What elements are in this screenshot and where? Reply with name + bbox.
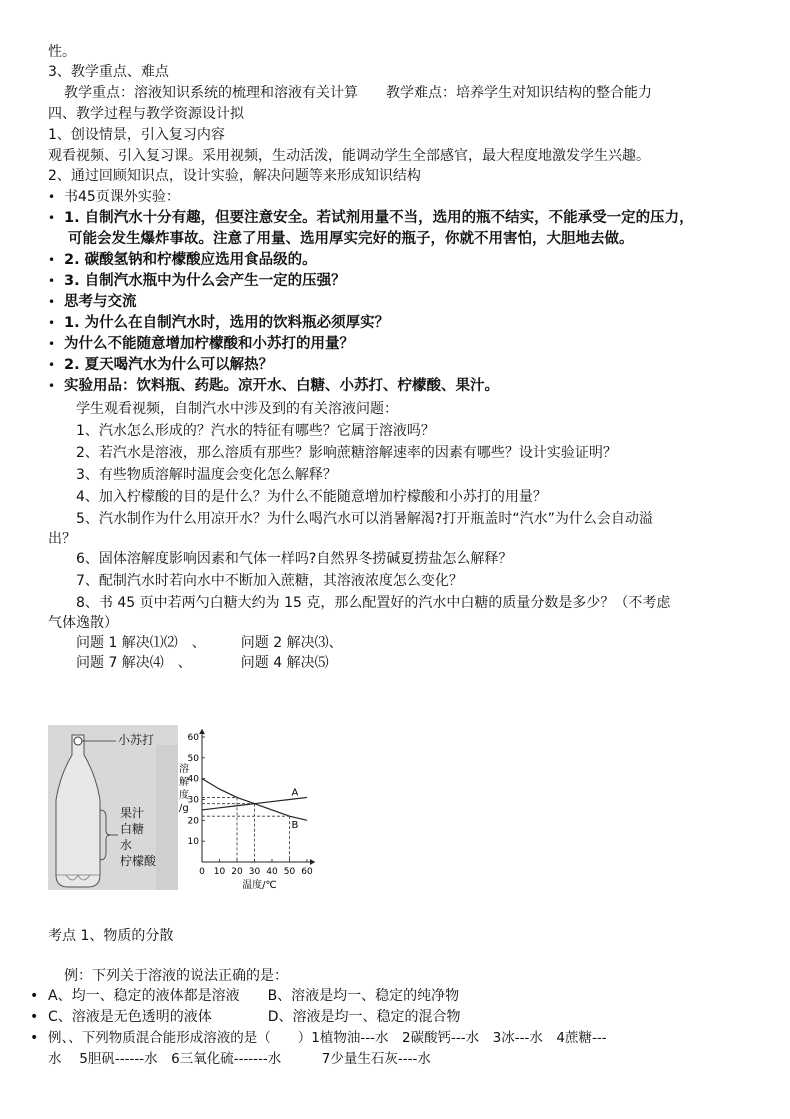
question-line: 气体逸散） [48, 615, 118, 631]
section-heading: 3、教学重点、难点 [48, 64, 169, 80]
question-line: 3、有些物质溶解时温度会变化怎么解释？ [76, 467, 337, 483]
text-line: 问题 7 解决⑷ 、 问题 4 解决⑸ [76, 655, 329, 671]
x-tick-label: 0 [199, 867, 205, 877]
section-heading: 四、教学过程与教学资源设计拟 [48, 106, 244, 122]
question-line: 8、书 45 页中若两勺白糖大约为 15 克，那么配置好的汽水中白糖的质量分数是多少？（不考虑 [76, 595, 671, 611]
y-axis-label: /g [179, 803, 189, 814]
x-axis-label: 温度/℃ [242, 880, 277, 891]
x-axis-arrow [310, 859, 315, 865]
bullet-text: 2. 碳酸氢钠和柠檬酸应选用食品级的。 [64, 252, 317, 268]
y-axis-label: 溶 [179, 764, 189, 775]
section-heading: 2、通过回顾知识点，设计实验，解决问题等来形成知识结构 [48, 168, 421, 184]
y-tick-label: 20 [187, 816, 199, 827]
y-axis-label: 度 [179, 790, 189, 801]
answer-option: A、均一、稳定的液体都是溶液 B、溶液是均一、稳定的纯净物 [48, 988, 460, 1004]
bullet-mark: • [48, 316, 56, 330]
bottle-photo [48, 725, 178, 890]
y-tick-label: 10 [187, 837, 199, 848]
bottle-label-baking-soda: 小苏打 [118, 733, 155, 747]
x-tick-label: 40 [266, 867, 278, 877]
bullet-text: 2. 夏天喝汽水为什么可以解热？ [64, 357, 274, 373]
x-tick-label: 50 [283, 867, 296, 877]
series-label-b: B [291, 820, 299, 832]
text-line: 学生观看视频，自制汽水中涉及到的有关溶液问题： [76, 401, 398, 417]
bullet-text: 实验用品：饮料瓶、药匙。凉开水、白糖、小苏打、柠檬酸、果汁。 [64, 378, 499, 394]
bullet-text: 1. 为什么在自制汽水时，选用的饮料瓶必须厚实？ [64, 315, 390, 331]
question-line: 4、加入柠檬酸的目的是什么？为什么不能随意增加柠檬酸和小苏打的用量？ [76, 489, 547, 505]
bullet-text: 为什么不能随意增加柠檬酸和小苏打的用量？ [64, 336, 354, 352]
y-axis-arrow [199, 729, 205, 734]
y-tick-label: 60 [187, 733, 199, 743]
text-line: 观看视频、引入复习课。采用视频，生动活泼，能调动学生全部感官，最大程度地激发学生兴趣。 [48, 148, 650, 164]
bullet-text: 3. 自制汽水瓶中为什么会产生一定的压强？ [64, 273, 346, 289]
bullet-mark: • [48, 379, 56, 393]
bullet-text: 可能会发生爆炸事故。注意了用量、选用厚实完好的瓶子，你就不用害怕，大胆地去做。 [68, 231, 634, 247]
bullet-mark: • [48, 358, 56, 372]
bullet-mark: • [48, 337, 56, 351]
bullet-mark: • [48, 274, 56, 288]
bottle-label-item: 白糖 [120, 822, 145, 836]
question-line: 出？ [48, 531, 76, 547]
question-line: 7、配制汽水时若向水中不断加入蔗糖，其溶液浓度怎么变化？ [76, 573, 463, 589]
x-tick-label: 10 [213, 867, 226, 877]
example-question: 水 5胆矾------水 6三氧化硫-------水 7少量生石灰----水 [48, 1051, 431, 1067]
bullet-text: 书45页课外实验： [64, 189, 180, 205]
bullet-mark: • [30, 988, 39, 1004]
y-tick-label: 40 [187, 774, 199, 785]
text-line: 性。 [48, 44, 76, 60]
section-heading: 考点 1、物质的分散 [48, 928, 174, 944]
bottle-label-item: 果汁 [120, 806, 145, 820]
bullet-text: 1. 自制汽水十分有趣，但要注意安全。若试剂用量不当，选用的瓶不结实，不能承受一定的压力， [64, 210, 694, 226]
bullet-mark: • [30, 1030, 39, 1046]
y-tick-label: 50 [187, 753, 199, 764]
answer-option: C、溶液是无色透明的液体 D、溶液是均一、稳定的混合物 [48, 1009, 461, 1025]
x-tick-label: 20 [231, 867, 243, 877]
example-question: 例、、下列物质混合能形成溶液的是（ ）1植物油---水 2碳酸钙---水 3冰---水 4蔗糖--- [48, 1030, 607, 1046]
bullet-mark: • [48, 211, 56, 225]
question-line: 5、汽水制作为什么用凉开水？为什么喝汽水可以消暑解渴?打开瓶盖时“汽水”为什么会自动溢 [76, 511, 653, 527]
question-line: 1、汽水怎么形成的？汽水的特征有哪些？它属于溶液吗？ [76, 423, 435, 439]
bottle-label-item: 水 [120, 838, 133, 852]
example-question: 例：下列关于溶液的说法正确的是： [64, 968, 288, 984]
bullet-mark: • [48, 190, 56, 204]
text-line: 问题 1 解决⑴⑵ 、 问题 2 解决⑶、 [76, 635, 343, 651]
bullet-mark: • [30, 1009, 39, 1025]
solubility-chart [172, 722, 322, 892]
bottle-drawing [48, 725, 178, 890]
x-tick-label: 30 [248, 867, 261, 877]
y-tick-label: 30 [187, 795, 199, 806]
y-axis-label: 解 [179, 777, 189, 788]
question-line: 2、若汽水是溶液，那么溶质有那些？影响蔗糖溶解速率的因素有哪些？设计实验证明？ [76, 445, 617, 461]
x-tick-label: 60 [301, 867, 313, 877]
series-label-a: A [291, 787, 299, 799]
section-heading: 1、创设情景，引入复习内容 [48, 127, 225, 143]
bullet-text: 思考与交流 [64, 294, 137, 310]
bullet-mark: • [48, 295, 56, 309]
bullet-mark: • [48, 253, 56, 267]
text-line: 教学重点：溶液知识系统的梳理和溶液有关计算 教学难点：培养学生对知识结构的整合能力 [64, 85, 652, 101]
question-line: 6、固体溶解度影响因素和气体一样吗?自然界冬捞碱夏捞盐怎么解释？ [76, 551, 513, 567]
bottle-label-item: 柠檬酸 [120, 854, 157, 868]
